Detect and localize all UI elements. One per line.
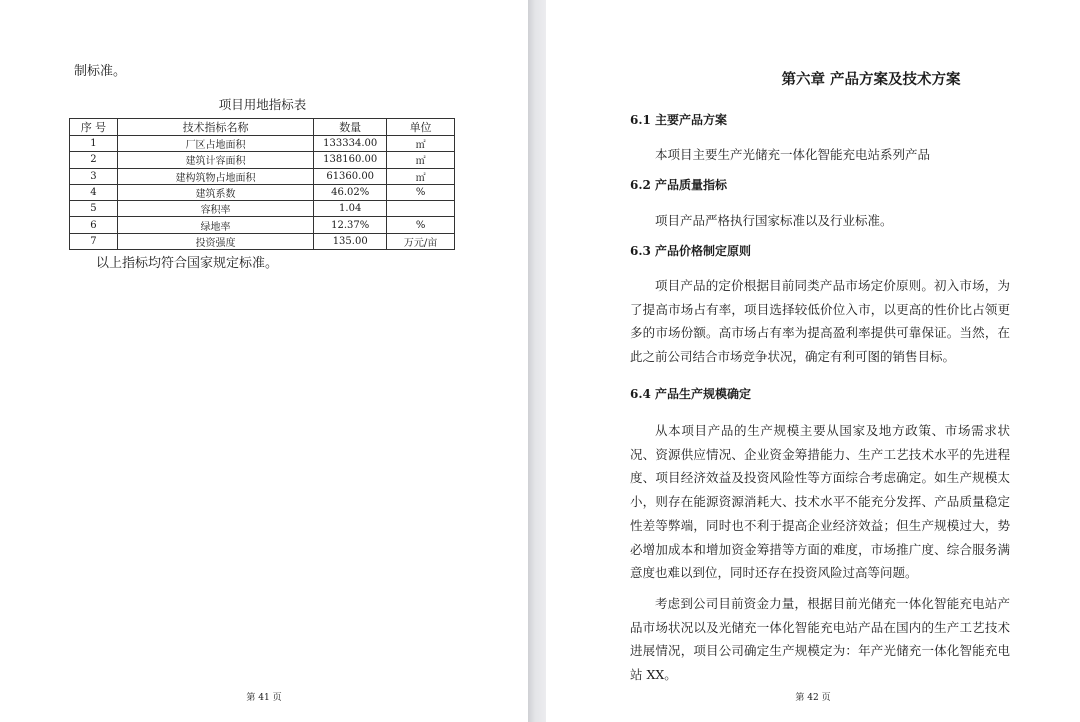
table-title: 项目用地指标表	[218, 97, 307, 112]
table-cell: 万元/亩	[387, 233, 455, 249]
table-row	[70, 168, 455, 184]
table-cell: %	[387, 184, 455, 200]
section-body-6-3: 项目产品的定价根据目前同类产品市场定价原则。初入市场，为了提高市场占有率，项目选择较低价位入市，以更高的性价比占领更多的市场份额。高市场占有率为提高盈利率提供可靠保证。当然，在此之前公司结合市场竞争状况，确定有利可图的销售目标。	[630, 278, 1010, 365]
header-cell: 技术指标名称	[117, 119, 313, 136]
table-cell: 7	[70, 233, 118, 249]
chapter-title: 第六章 产品方案及技术方案	[781, 71, 961, 88]
table-cell: 2	[70, 152, 118, 168]
table-cell: %	[387, 217, 455, 233]
table-cell: ㎡	[387, 152, 455, 168]
table-cell: 6	[70, 217, 118, 233]
table-header-row	[70, 119, 455, 136]
table-cell: 1	[70, 136, 118, 152]
table-cell: ㎡	[387, 168, 455, 184]
table-cell: 厂区占地面积	[117, 136, 313, 152]
section-heading-6-3: 6.3 产品价格制定原则	[630, 244, 752, 258]
table-cell: 5	[70, 201, 118, 217]
page-gutter	[528, 0, 546, 722]
table-cell: 133334.00	[314, 136, 387, 152]
section-body-6-1: 本项目主要生产光储充一体化智能充电站系列产品	[655, 147, 931, 162]
table-cell: 建构筑物占地面积	[117, 168, 313, 184]
table-row	[70, 184, 455, 200]
continuation-text: 制标准。	[74, 64, 127, 79]
table-cell: 3	[70, 168, 118, 184]
table-cell: 建筑系数	[117, 184, 313, 200]
table-cell: ㎡	[387, 136, 455, 152]
header-cell: 序 号	[70, 119, 118, 136]
section-heading-6-2: 6.2 产品质量指标	[630, 178, 728, 192]
table-cell: 投资强度	[117, 233, 313, 249]
page-number: 第 42 页	[795, 693, 831, 703]
table-cell: 61360.00	[314, 168, 387, 184]
table-row	[70, 136, 455, 152]
table-cell: 容积率	[117, 201, 313, 217]
table-row	[70, 233, 455, 249]
section-heading-6-4: 6.4 产品生产规模确定	[630, 387, 752, 401]
compliance-note: 以上指标均符合国家规定标准。	[96, 256, 279, 271]
section-heading-6-1: 6.1 主要产品方案	[630, 113, 728, 127]
table-row	[70, 201, 455, 217]
table-cell	[387, 201, 455, 217]
section-body-6-4-p1: 从本项目产品的生产规模主要从国家及地方政策、市场需求状况、资源供应情况、企业资金筹措能力、生产工艺技术水平的先进程度、项目经济效益及投资风险性等方面综合考虑确定。如生产规模太小，则存在能源资源消耗大、技术水平不能充分发挥、产品质量稳定性差等弊端，同时也不利于提高企业经济效益；但生产规模过大，势必增加成本和增加资金筹措等方面的难度，市场推广度、综合服务满意度也难以到位，同时还存在投资风险过高等问题。	[630, 423, 1010, 581]
page-41	[0, 0, 528, 722]
table-cell: 46.02%	[314, 184, 387, 200]
header-cell: 数量	[314, 119, 387, 136]
table-cell: 绿地率	[117, 217, 313, 233]
table-cell: 建筑计容面积	[117, 152, 313, 168]
header-cell: 单位	[387, 119, 455, 136]
table-cell: 138160.00	[314, 152, 387, 168]
page-number: 第 41 页	[246, 693, 282, 703]
table-cell: 4	[70, 184, 118, 200]
section-body-6-2: 项目产品严格执行国家标准以及行业标准。	[655, 213, 893, 228]
section-body-6-4-p2: 考虑到公司目前资金力量，根据目前光储充一体化智能充电站产品市场状况以及光储充一体化智能充电站产品在国内的生产工艺技术进展情况，项目公司确定生产规模定为：年产光储充一体化智能充电站 XX。	[630, 596, 1010, 683]
table-cell: 1.04	[314, 201, 387, 217]
page-42	[546, 0, 1080, 722]
table-cell: 12.37%	[314, 217, 387, 233]
land-use-indicator-table	[69, 118, 455, 250]
table-cell: 135.00	[314, 233, 387, 249]
table-row	[70, 152, 455, 168]
table-row	[70, 217, 455, 233]
